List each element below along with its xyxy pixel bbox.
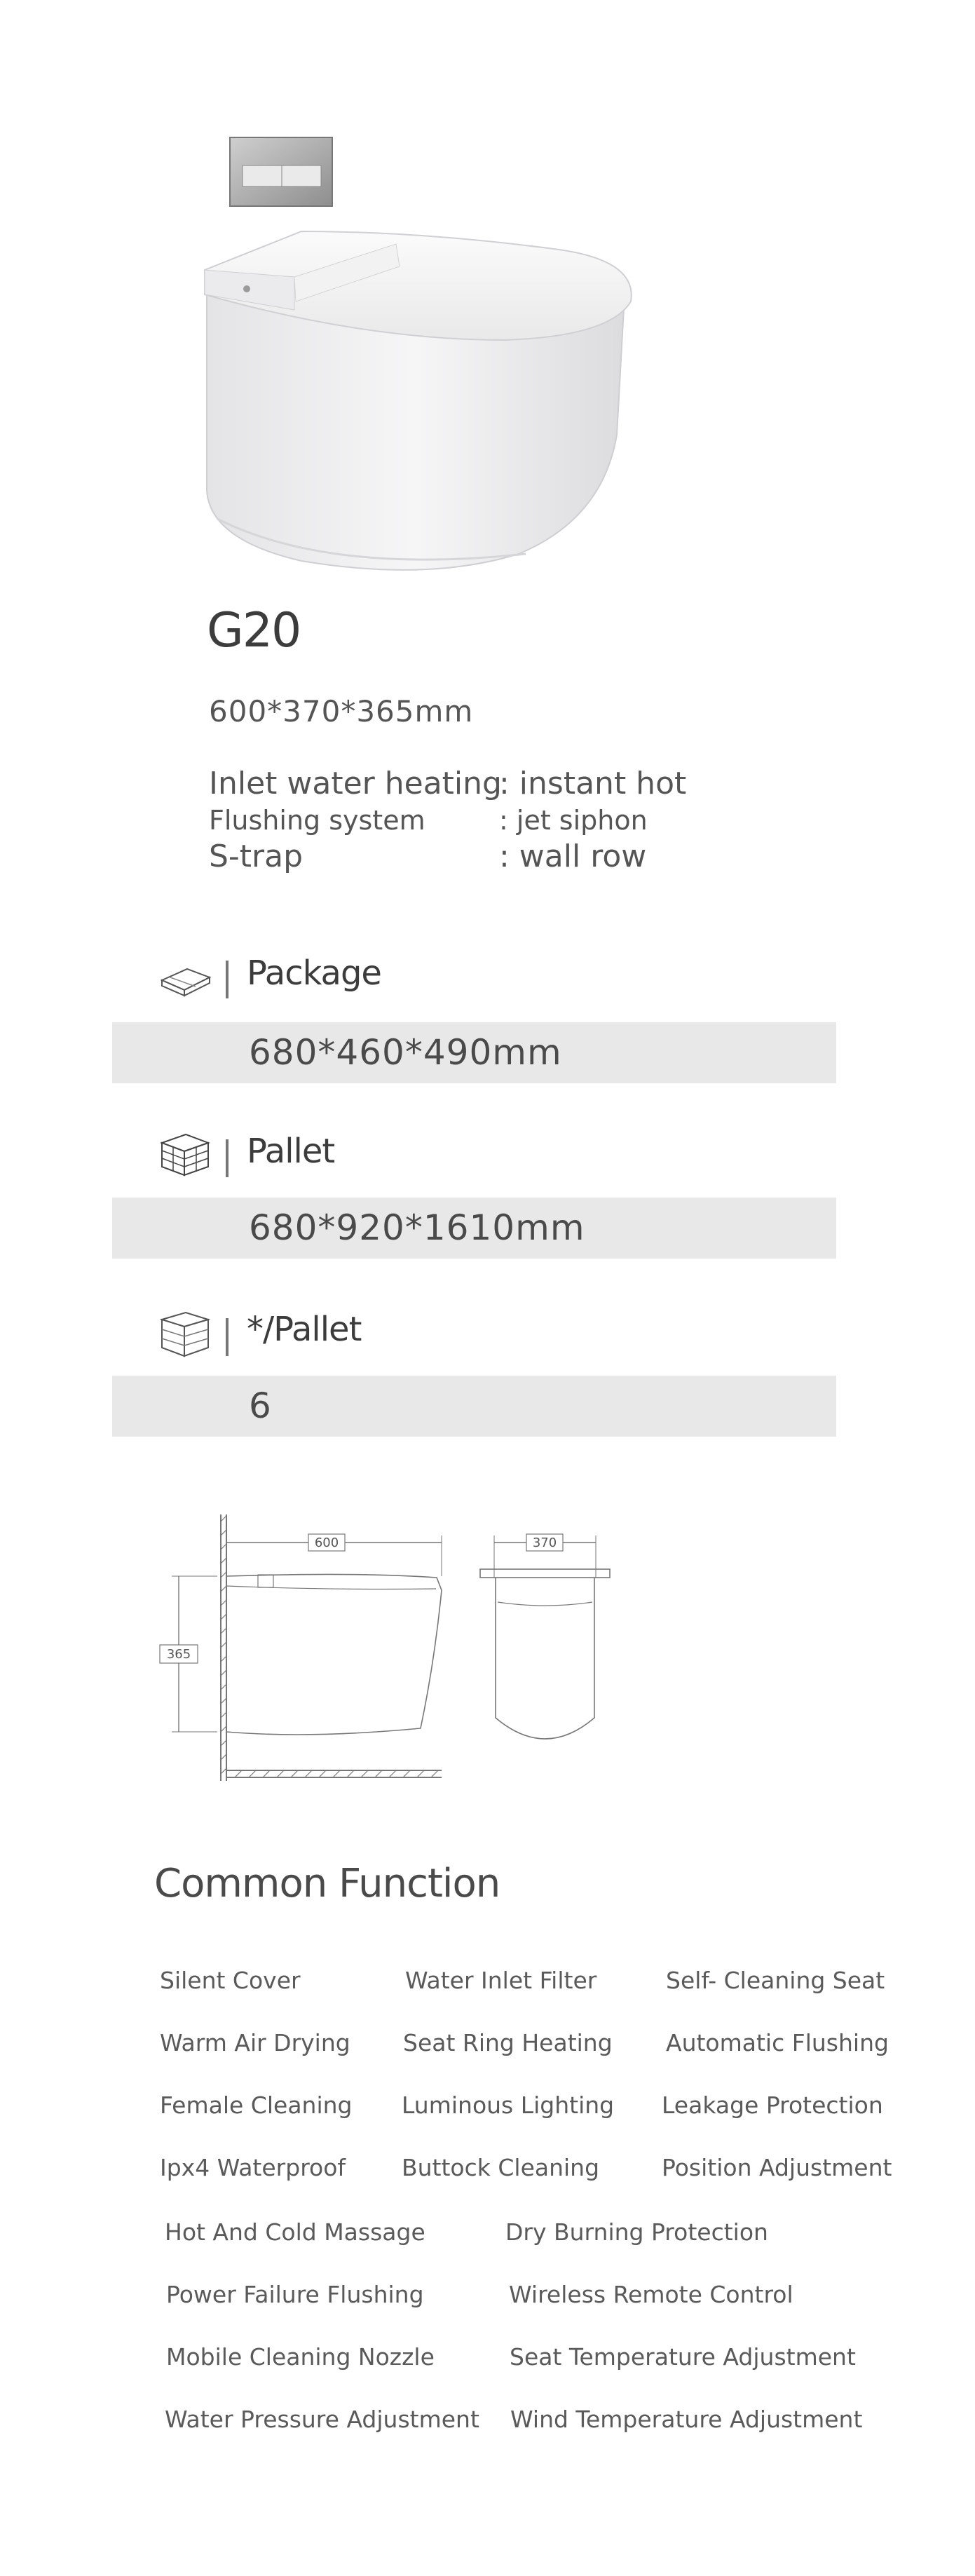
spec-key: Flushing system <box>209 805 425 836</box>
section-separator <box>226 1139 229 1177</box>
product-dimensions: 600*370*365mm <box>209 694 474 728</box>
function-item: Power Failure Flushing <box>166 2281 424 2308</box>
function-item: Seat Temperature Adjustment <box>510 2343 856 2371</box>
per-pallet-title: */Pallet <box>247 1310 362 1349</box>
function-item: Seat Ring Heating <box>403 2029 613 2056</box>
spec-value: : instant hot <box>499 766 687 801</box>
per-pallet-band <box>112 1376 836 1437</box>
function-item: Leakage Protection <box>662 2092 883 2119</box>
function-item: Luminous Lighting <box>402 2092 615 2119</box>
package-title: Package <box>247 954 381 993</box>
spec-value: : jet siphon <box>499 805 648 836</box>
function-item: Mobile Cleaning Nozzle <box>166 2343 435 2371</box>
pallet-title: Pallet <box>247 1132 335 1171</box>
per-pallet-value: 6 <box>249 1385 272 1426</box>
box-stack-icon <box>158 1310 214 1359</box>
section-separator <box>226 1318 229 1356</box>
width-dimension-label: 600 <box>314 1536 339 1550</box>
function-item: Warm Air Drying <box>160 2029 350 2056</box>
function-item: Silent Cover <box>160 1967 301 1994</box>
spec-key: S-trap <box>209 839 304 874</box>
function-item: Ipx4 Waterproof <box>160 2154 346 2181</box>
function-item: Dry Burning Protection <box>505 2218 768 2246</box>
function-item: Water Pressure Adjustment <box>165 2406 479 2433</box>
function-item: Wireless Remote Control <box>509 2281 793 2308</box>
function-item: Water Inlet Filter <box>405 1967 597 1994</box>
function-item: Automatic Flushing <box>666 2029 889 2056</box>
function-item: Self- Cleaning Seat <box>666 1967 885 1994</box>
stacked-boxes-icon <box>158 1130 214 1179</box>
function-item: Position Adjustment <box>662 2154 892 2181</box>
package-value: 680*460*490mm <box>249 1032 562 1073</box>
spec-key: Inlet water heating <box>209 766 502 801</box>
product-image <box>189 126 666 582</box>
height-dimension-label: 365 <box>166 1647 191 1662</box>
spec-value: : wall row <box>499 839 647 874</box>
technical-drawing <box>147 1507 680 1802</box>
pallet-value: 680*920*1610mm <box>249 1207 585 1248</box>
depth-dimension-label: 370 <box>532 1536 557 1550</box>
common-function-title: Common Function <box>154 1861 500 1906</box>
function-item: Hot And Cold Massage <box>165 2218 425 2246</box>
function-item: Female Cleaning <box>160 2092 353 2119</box>
flat-box-icon <box>158 954 214 1003</box>
function-item: Buttock Cleaning <box>402 2154 600 2181</box>
function-item: Wind Temperature Adjustment <box>510 2406 863 2433</box>
section-separator <box>226 961 229 998</box>
model-name: G20 <box>207 603 301 658</box>
